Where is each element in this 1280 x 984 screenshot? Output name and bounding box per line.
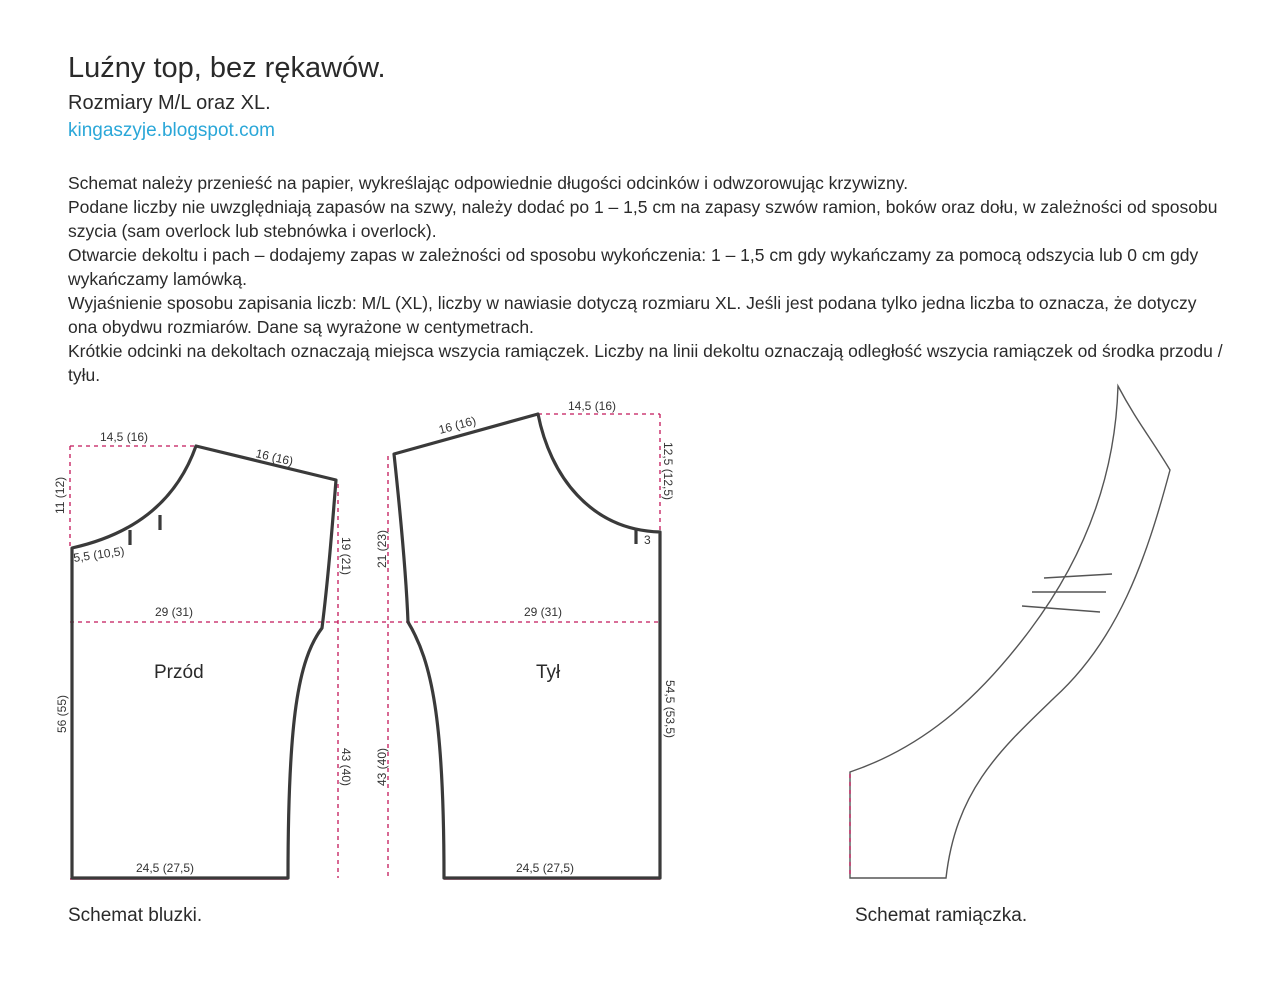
back-strap-label: 3 — [644, 533, 651, 547]
front-armhole-label: 19 (21) — [339, 537, 353, 576]
front-pattern-piece — [53, 430, 660, 879]
back-pattern-piece — [375, 399, 677, 879]
back-outline — [394, 414, 660, 878]
instruction-paragraph: Otwarcie dekoltu i pach – dodajemy zapas w zależności od sposobu wykończenia: 1 – 1,5 cm gdy wykańczamy za pomocą odszycia lub 0 cm gdy wykańczamy lamówką. — [68, 245, 1199, 289]
strap-pattern-piece — [850, 386, 1170, 878]
instruction-paragraph: Krótkie odcinki na dekoltach oznaczają miejsca wszycia ramiączek. Liczby na linii dekoltu oznaczają odległość wszycia ramiączek od środka przodu / tyłu. — [68, 341, 1223, 385]
front-neck-depth-label: 11 (12) — [53, 476, 67, 514]
page-title: Luźny top, bez rękawów. — [68, 52, 386, 84]
front-hem-label: 24,5 (27,5) — [136, 861, 195, 875]
front-neck-width-label: 14,5 (16) — [100, 430, 149, 444]
back-armhole-label: 21 (23) — [375, 529, 389, 568]
back-piece-label: Tył — [536, 662, 561, 683]
front-shoulder-label: 16 (16) — [254, 446, 295, 469]
front-strap-label: 5,5 (10,5) — [72, 543, 126, 565]
back-neck-depth-label: 12,5 (12,5) — [661, 442, 675, 501]
strap-caption: Schemat ramiączka. — [855, 905, 1028, 926]
back-side-label: 43 (40) — [375, 747, 389, 786]
blog-link[interactable]: kingaszyje.blogspot.com — [68, 120, 275, 141]
page-subtitle: Rozmiary M/L oraz XL. — [68, 92, 271, 114]
back-length-label: 54,5 (53,5) — [663, 680, 677, 739]
front-bust-label: 29 (31) — [155, 605, 194, 619]
instruction-paragraph: Podane liczby nie uwzględniają zapasów na szwy, należy dodać po 1 – 1,5 cm na zapasy szwów ramion, boków oraz dołu, w zależności od sposobu szycia (sam overlock lub stebnówka i overlock). — [68, 197, 1218, 241]
strap-outline — [850, 386, 1170, 878]
front-piece-label: Przód — [154, 662, 204, 683]
back-shoulder-label: 16 (16) — [437, 413, 478, 437]
strap-mark-line — [1044, 574, 1112, 578]
back-neck-width-label: 14,5 (16) — [568, 399, 617, 413]
blouse-caption: Schemat bluzki. — [68, 905, 203, 926]
front-outline — [72, 446, 336, 878]
instruction-paragraph: Wyjaśnienie sposobu zapisania liczb: M/L (XL), liczby w nawiasie dotyczą rozmiaru XL. Jeśli jest podana tylko jedna liczba to oznacza, że dotyczy ona obydwu rozmiarów. Dane są wyrażone w centymetrach. — [68, 293, 1197, 337]
instruction-paragraph: Schemat należy przenieść na papier, wykreślając odpowiednie długości odcinków i odwzorowując krzywizny. — [68, 173, 909, 193]
back-hem-label: 24,5 (27,5) — [516, 861, 575, 875]
strap-mark-line — [1022, 606, 1100, 612]
front-length-label: 56 (55) — [55, 694, 69, 733]
back-bust-label: 29 (31) — [524, 605, 563, 619]
front-side-label: 43 (40) — [339, 748, 353, 787]
